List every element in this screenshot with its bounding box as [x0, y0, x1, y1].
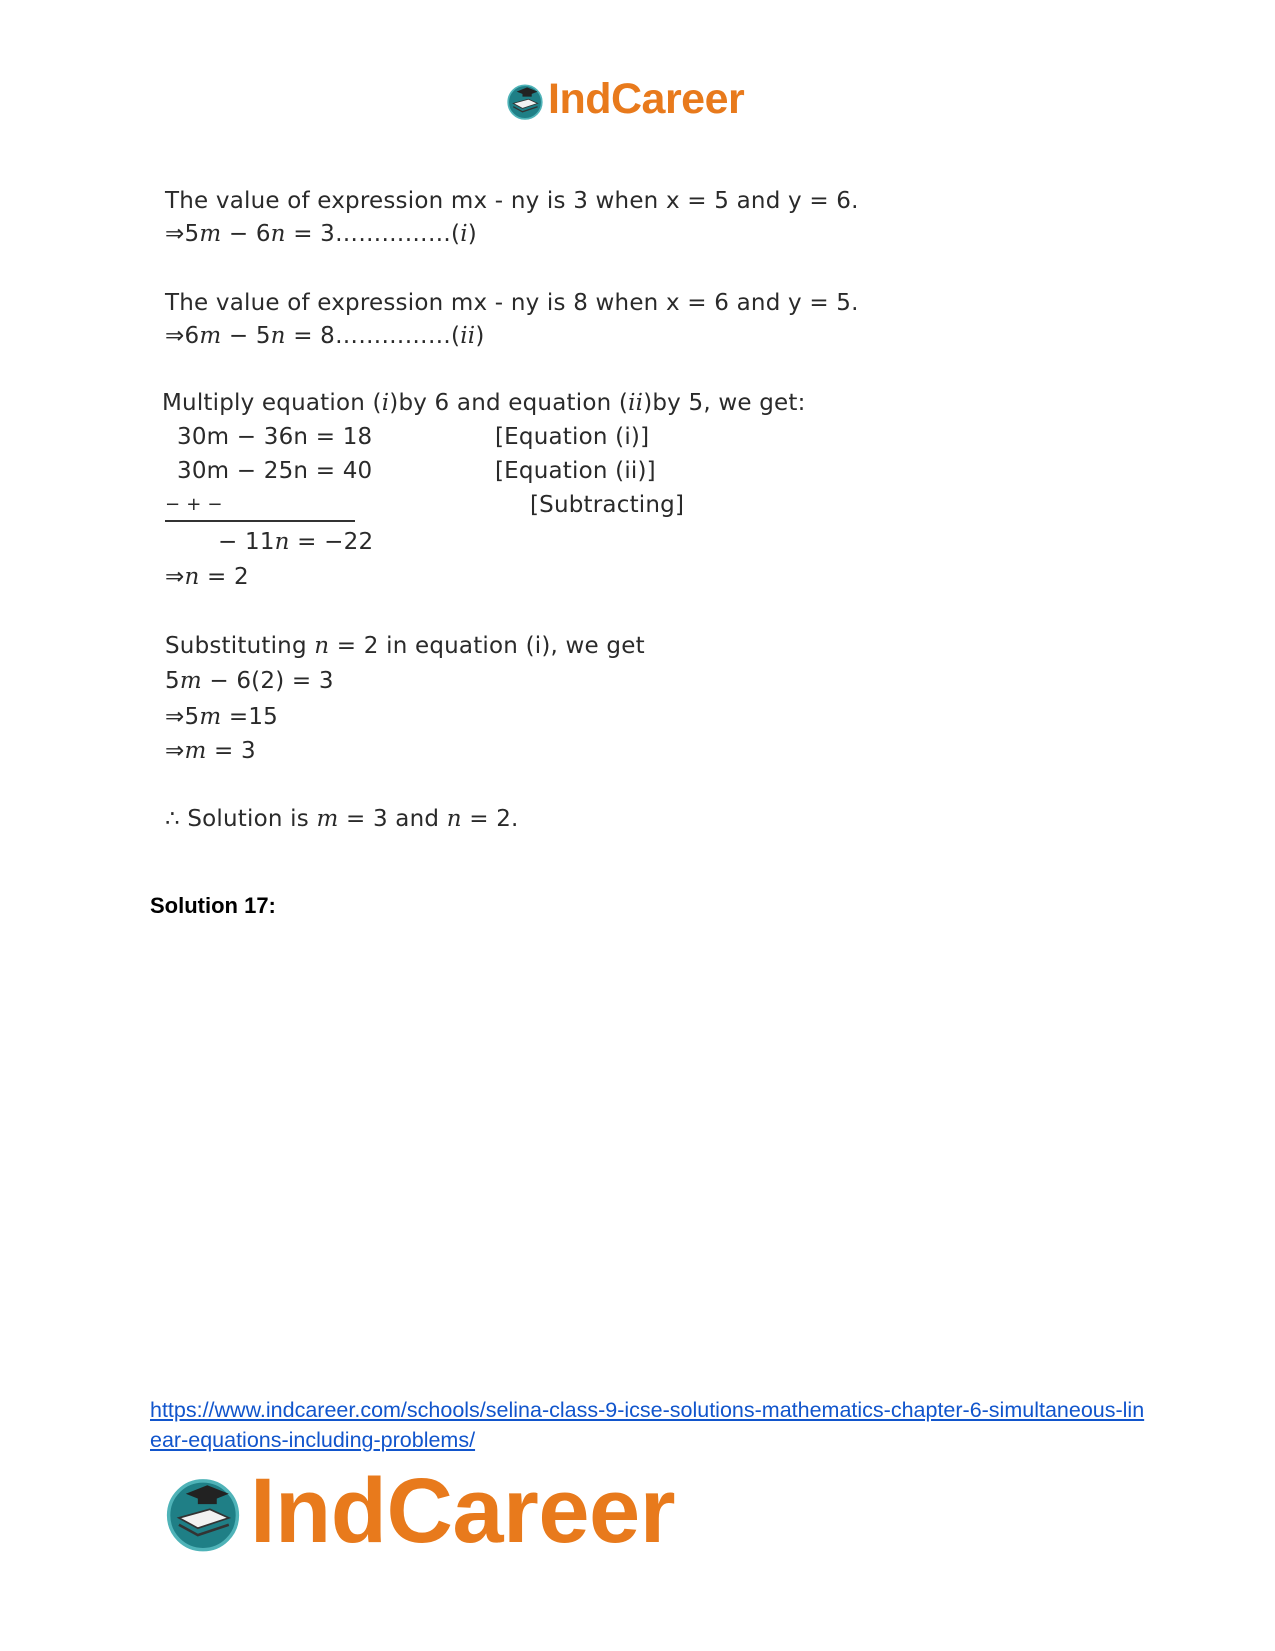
scaled-equation-2: 30m − 25n = 40 [177, 458, 373, 484]
m-value: ⇒m = 3 [165, 738, 256, 764]
header-logo [504, 75, 745, 123]
multiply-instruction: Multiply equation (i)by 6 and equation (ii)by 5, we get: [162, 390, 806, 416]
scaled-equation-1-note: [Equation (i)] [495, 424, 650, 450]
subtraction-result: − 11n = −22 [218, 529, 374, 555]
equation-i: ⇒5m − 6n = 3……………(i) [165, 221, 477, 247]
subtraction-rule [165, 520, 355, 522]
source-link[interactable]: https://www.indcareer.com/schools/selina-class-9-icse-solutions-mathematics-chapter-6-simultaneous-linear-equations-including-problems/ [150, 1398, 1145, 1452]
footer-logo [160, 1460, 675, 1562]
scaled-equation-2-note: [Equation (ii)] [495, 458, 656, 484]
statement-2: The value of expression mx - ny is 8 when x = 6 and y = 5. [165, 290, 859, 316]
substitution-step-2: ⇒5m =15 [165, 704, 278, 730]
scaled-equation-1: 30m − 36n = 18 [177, 424, 373, 450]
substitution-statement: Substituting n = 2 in equation (i), we get [165, 633, 645, 659]
n-value: ⇒n = 2 [165, 564, 249, 590]
equation-ii: ⇒6m − 5n = 8……………(ii) [165, 323, 485, 349]
subtracting-note: [Subtracting] [530, 492, 685, 518]
solution-heading: Solution 17: [150, 893, 276, 918]
brand-name-footer: IndCareer [250, 1460, 675, 1562]
statement-1: The value of expression mx - ny is 3 when x = 5 and y = 6. [165, 188, 859, 214]
final-solution: ∴ Solution is m = 3 and n = 2. [165, 806, 519, 832]
substitution-step-1: 5m − 6(2) = 3 [165, 668, 334, 694]
graduation-book-globe-icon [504, 79, 546, 121]
brand-name: IndCareer [548, 75, 745, 123]
subtraction-signs: − + − [165, 494, 223, 515]
graduation-book-globe-icon [160, 1468, 246, 1554]
